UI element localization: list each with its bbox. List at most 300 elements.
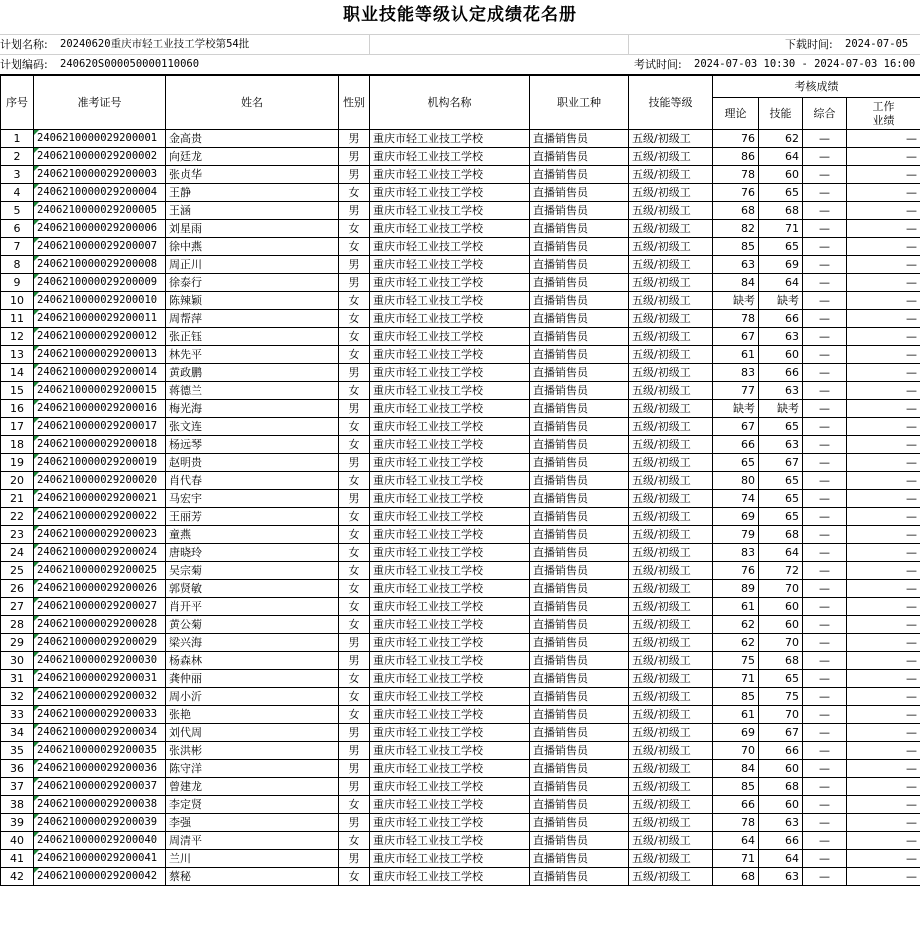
row-occupation: 直播销售员: [530, 490, 629, 508]
row-occupation: 直播销售员: [530, 310, 629, 328]
row-name: 张贞华: [166, 166, 339, 184]
row-work: —: [847, 220, 920, 238]
row-skill: 63: [759, 382, 803, 400]
row-skill: 67: [759, 724, 803, 742]
row-level: 五级/初级工: [629, 778, 713, 796]
row-gender: 男: [339, 652, 370, 670]
row-comprehensive: —: [803, 634, 847, 652]
row-org: 重庆市轻工业技工学校: [370, 526, 530, 544]
header-seq: 序号: [1, 76, 34, 130]
row-name: 周清平: [166, 832, 339, 850]
row-work: —: [847, 760, 920, 778]
row-name: 徐泰行: [166, 274, 339, 292]
row-ticket-id: 2406210000029200008: [34, 256, 166, 274]
row-seq: 38: [1, 796, 34, 814]
row-ticket-id: 2406210000029200034: [34, 724, 166, 742]
row-seq: 28: [1, 616, 34, 634]
row-seq: 19: [1, 454, 34, 472]
row-skill: 66: [759, 742, 803, 760]
row-org: 重庆市轻工业技工学校: [370, 742, 530, 760]
row-comprehensive: —: [803, 472, 847, 490]
row-comprehensive: —: [803, 220, 847, 238]
header-occupation: 职业工种: [530, 76, 629, 130]
row-seq: 34: [1, 724, 34, 742]
row-theory: 69: [713, 724, 759, 742]
row-work: —: [847, 526, 920, 544]
table-row: [1, 760, 920, 778]
row-level: 五级/初级工: [629, 418, 713, 436]
row-ticket-id: 2406210000029200019: [34, 454, 166, 472]
table-row: [1, 544, 920, 562]
row-skill: 60: [759, 616, 803, 634]
row-seq: 21: [1, 490, 34, 508]
row-theory: 61: [713, 706, 759, 724]
row-ticket-id: 2406210000029200015: [34, 382, 166, 400]
row-org: 重庆市轻工业技工学校: [370, 598, 530, 616]
row-seq: 35: [1, 742, 34, 760]
row-work: —: [847, 436, 920, 454]
table-row: [1, 166, 920, 184]
row-skill: 64: [759, 148, 803, 166]
table-row: [1, 526, 920, 544]
row-seq: 7: [1, 238, 34, 256]
row-work: —: [847, 814, 920, 832]
row-gender: 男: [339, 130, 370, 148]
row-gender: 女: [339, 346, 370, 364]
table-row: [1, 202, 920, 220]
table-row: [1, 310, 920, 328]
table-row: [1, 706, 920, 724]
row-comprehensive: —: [803, 382, 847, 400]
row-seq: 23: [1, 526, 34, 544]
plan-name: 20240620重庆市轻工业技工学校第54批: [60, 38, 250, 50]
row-skill: 60: [759, 346, 803, 364]
row-seq: 42: [1, 868, 34, 886]
row-ticket-id: 2406210000029200009: [34, 274, 166, 292]
header-name: 姓名: [166, 76, 339, 130]
table-row: [1, 328, 920, 346]
row-name: 蒋德兰: [166, 382, 339, 400]
row-occupation: 直播销售员: [530, 868, 629, 886]
row-org: 重庆市轻工业技工学校: [370, 580, 530, 598]
row-work: —: [847, 310, 920, 328]
plan-name-label: 计划名称:: [0, 38, 48, 51]
row-ticket-id: 2406210000029200007: [34, 238, 166, 256]
row-seq: 8: [1, 256, 34, 274]
cell-divider: [628, 35, 629, 54]
row-level: 五级/初级工: [629, 382, 713, 400]
table-row: [1, 616, 920, 634]
row-occupation: 直播销售员: [530, 256, 629, 274]
row-level: 五级/初级工: [629, 544, 713, 562]
row-comprehensive: —: [803, 796, 847, 814]
row-name: 曾建龙: [166, 778, 339, 796]
row-occupation: 直播销售员: [530, 760, 629, 778]
row-seq: 10: [1, 292, 34, 310]
row-theory: 61: [713, 598, 759, 616]
row-gender: 女: [339, 616, 370, 634]
row-theory: 62: [713, 634, 759, 652]
row-work: —: [847, 346, 920, 364]
row-seq: 29: [1, 634, 34, 652]
row-theory: 66: [713, 796, 759, 814]
row-comprehensive: —: [803, 130, 847, 148]
row-org: 重庆市轻工业技工学校: [370, 760, 530, 778]
row-occupation: 直播销售员: [530, 418, 629, 436]
row-ticket-id: 2406210000029200006: [34, 220, 166, 238]
row-skill: 69: [759, 256, 803, 274]
table-row: [1, 346, 920, 364]
row-level: 五级/初级工: [629, 364, 713, 382]
table-row: [1, 292, 920, 310]
row-theory: 76: [713, 562, 759, 580]
row-work: —: [847, 742, 920, 760]
row-org: 重庆市轻工业技工学校: [370, 130, 530, 148]
row-ticket-id: 2406210000029200018: [34, 436, 166, 454]
row-skill: 65: [759, 472, 803, 490]
row-gender: 女: [339, 562, 370, 580]
table-body: [1, 130, 920, 886]
row-occupation: 直播销售员: [530, 562, 629, 580]
row-ticket-id: 2406210000029200010: [34, 292, 166, 310]
row-gender: 男: [339, 490, 370, 508]
row-ticket-id: 2406210000029200012: [34, 328, 166, 346]
row-ticket-id: 2406210000029200023: [34, 526, 166, 544]
row-theory: 80: [713, 472, 759, 490]
row-work: —: [847, 796, 920, 814]
row-theory: 62: [713, 616, 759, 634]
row-level: 五级/初级工: [629, 508, 713, 526]
row-gender: 男: [339, 202, 370, 220]
row-work: —: [847, 868, 920, 886]
row-skill: 68: [759, 202, 803, 220]
row-level: 五级/初级工: [629, 724, 713, 742]
row-gender: 男: [339, 166, 370, 184]
header-work-line1: 工作: [872, 99, 895, 113]
row-occupation: 直播销售员: [530, 652, 629, 670]
row-ticket-id: 2406210000029200028: [34, 616, 166, 634]
row-occupation: 直播销售员: [530, 220, 629, 238]
row-seq: 41: [1, 850, 34, 868]
row-name: 周小沂: [166, 688, 339, 706]
row-skill: 66: [759, 832, 803, 850]
row-ticket-id: 2406210000029200042: [34, 868, 166, 886]
table-row: [1, 454, 920, 472]
row-gender: 男: [339, 454, 370, 472]
row-skill: 64: [759, 544, 803, 562]
row-org: 重庆市轻工业技工学校: [370, 724, 530, 742]
table-row: [1, 814, 920, 832]
row-seq: 40: [1, 832, 34, 850]
row-ticket-id: 2406210000029200004: [34, 184, 166, 202]
row-level: 五级/初级工: [629, 238, 713, 256]
row-level: 五级/初级工: [629, 796, 713, 814]
row-ticket-id: 2406210000029200022: [34, 508, 166, 526]
row-gender: 女: [339, 184, 370, 202]
row-seq: 6: [1, 220, 34, 238]
row-name: 张文连: [166, 418, 339, 436]
row-name: 黄公菊: [166, 616, 339, 634]
row-gender: 女: [339, 382, 370, 400]
row-org: 重庆市轻工业技工学校: [370, 796, 530, 814]
row-name: 马宏宇: [166, 490, 339, 508]
row-skill: 65: [759, 184, 803, 202]
row-name: 向廷龙: [166, 148, 339, 166]
score-table: [0, 75, 920, 886]
row-work: —: [847, 454, 920, 472]
row-theory: 61: [713, 346, 759, 364]
row-name: 王丽芳: [166, 508, 339, 526]
row-occupation: 直播销售员: [530, 400, 629, 418]
table-row: [1, 688, 920, 706]
row-name: 周帮萍: [166, 310, 339, 328]
table-row: [1, 436, 920, 454]
row-seq: 5: [1, 202, 34, 220]
header-gender: 性别: [339, 76, 370, 130]
row-work: —: [847, 508, 920, 526]
row-ticket-id: 2406210000029200021: [34, 490, 166, 508]
row-ticket-id: 2406210000029200038: [34, 796, 166, 814]
row-theory: 77: [713, 382, 759, 400]
row-seq: 4: [1, 184, 34, 202]
row-comprehensive: —: [803, 292, 847, 310]
row-skill: 67: [759, 454, 803, 472]
table-row: [1, 580, 920, 598]
row-gender: 女: [339, 292, 370, 310]
table-row: [1, 832, 920, 850]
row-name: 兰川: [166, 850, 339, 868]
row-work: —: [847, 832, 920, 850]
plan-code-row: [0, 55, 920, 75]
row-name: 陈守洋: [166, 760, 339, 778]
row-seq: 11: [1, 310, 34, 328]
row-work: —: [847, 256, 920, 274]
row-theory: 64: [713, 832, 759, 850]
row-seq: 2: [1, 148, 34, 166]
row-org: 重庆市轻工业技工学校: [370, 328, 530, 346]
row-comprehensive: —: [803, 400, 847, 418]
header-assessment: 考核成绩: [713, 76, 920, 98]
row-occupation: 直播销售员: [530, 724, 629, 742]
row-work: —: [847, 328, 920, 346]
row-ticket-id: 2406210000029200017: [34, 418, 166, 436]
row-level: 五级/初级工: [629, 688, 713, 706]
row-work: —: [847, 706, 920, 724]
row-work: —: [847, 562, 920, 580]
row-level: 五级/初级工: [629, 166, 713, 184]
row-org: 重庆市轻工业技工学校: [370, 670, 530, 688]
table-row: [1, 724, 920, 742]
row-skill: 72: [759, 562, 803, 580]
row-comprehensive: —: [803, 490, 847, 508]
download-time: 2024-07-05: [845, 38, 909, 50]
row-gender: 女: [339, 544, 370, 562]
row-skill: 缺考: [759, 292, 803, 310]
row-work: —: [847, 418, 920, 436]
row-name: 张正钰: [166, 328, 339, 346]
row-org: 重庆市轻工业技工学校: [370, 220, 530, 238]
row-ticket-id: 2406210000029200031: [34, 670, 166, 688]
row-comprehensive: —: [803, 778, 847, 796]
row-org: 重庆市轻工业技工学校: [370, 508, 530, 526]
row-seq: 31: [1, 670, 34, 688]
row-seq: 18: [1, 436, 34, 454]
row-org: 重庆市轻工业技工学校: [370, 832, 530, 850]
row-gender: 女: [339, 670, 370, 688]
row-theory: 86: [713, 148, 759, 166]
table-row: [1, 508, 920, 526]
table-row: [1, 130, 920, 148]
row-comprehensive: —: [803, 724, 847, 742]
row-comprehensive: —: [803, 760, 847, 778]
row-org: 重庆市轻工业技工学校: [370, 400, 530, 418]
row-theory: 缺考: [713, 292, 759, 310]
row-ticket-id: 2406210000029200035: [34, 742, 166, 760]
row-occupation: 直播销售员: [530, 670, 629, 688]
row-level: 五级/初级工: [629, 760, 713, 778]
row-theory: 79: [713, 526, 759, 544]
row-skill: 70: [759, 706, 803, 724]
row-occupation: 直播销售员: [530, 328, 629, 346]
row-comprehensive: —: [803, 148, 847, 166]
row-ticket-id: 2406210000029200011: [34, 310, 166, 328]
row-org: 重庆市轻工业技工学校: [370, 184, 530, 202]
row-comprehensive: —: [803, 706, 847, 724]
row-level: 五级/初级工: [629, 346, 713, 364]
row-work: —: [847, 850, 920, 868]
row-theory: 68: [713, 868, 759, 886]
row-ticket-id: 2406210000029200027: [34, 598, 166, 616]
row-comprehensive: —: [803, 274, 847, 292]
row-skill: 63: [759, 436, 803, 454]
row-name: 周正川: [166, 256, 339, 274]
row-name: 郭贤敏: [166, 580, 339, 598]
row-seq: 3: [1, 166, 34, 184]
row-name: 刘代周: [166, 724, 339, 742]
row-level: 五级/初级工: [629, 220, 713, 238]
row-name: 吴宗菊: [166, 562, 339, 580]
row-theory: 65: [713, 454, 759, 472]
row-comprehensive: —: [803, 418, 847, 436]
table-row: [1, 184, 920, 202]
row-seq: 13: [1, 346, 34, 364]
row-comprehensive: —: [803, 832, 847, 850]
row-seq: 26: [1, 580, 34, 598]
row-name: 梁兴海: [166, 634, 339, 652]
row-gender: 男: [339, 778, 370, 796]
row-theory: 75: [713, 652, 759, 670]
row-skill: 65: [759, 418, 803, 436]
row-theory: 67: [713, 328, 759, 346]
row-ticket-id: 2406210000029200032: [34, 688, 166, 706]
row-comprehensive: —: [803, 184, 847, 202]
row-gender: 女: [339, 868, 370, 886]
row-comprehensive: —: [803, 328, 847, 346]
row-theory: 83: [713, 544, 759, 562]
row-name: 黄政鹏: [166, 364, 339, 382]
row-theory: 89: [713, 580, 759, 598]
row-theory: 84: [713, 760, 759, 778]
row-occupation: 直播销售员: [530, 508, 629, 526]
row-comprehensive: —: [803, 562, 847, 580]
row-theory: 76: [713, 184, 759, 202]
table-row: [1, 400, 920, 418]
row-gender: 女: [339, 580, 370, 598]
row-org: 重庆市轻工业技工学校: [370, 148, 530, 166]
row-occupation: 直播销售员: [530, 472, 629, 490]
row-gender: 男: [339, 256, 370, 274]
table-row: [1, 220, 920, 238]
row-gender: 女: [339, 472, 370, 490]
row-work: —: [847, 544, 920, 562]
row-level: 五级/初级工: [629, 490, 713, 508]
row-occupation: 直播销售员: [530, 202, 629, 220]
row-gender: 女: [339, 688, 370, 706]
row-org: 重庆市轻工业技工学校: [370, 706, 530, 724]
row-theory: 78: [713, 166, 759, 184]
row-seq: 9: [1, 274, 34, 292]
row-theory: 69: [713, 508, 759, 526]
row-occupation: 直播销售员: [530, 454, 629, 472]
row-org: 重庆市轻工业技工学校: [370, 850, 530, 868]
row-comprehensive: —: [803, 850, 847, 868]
row-level: 五级/初级工: [629, 202, 713, 220]
table-row: [1, 634, 920, 652]
table-row: [1, 418, 920, 436]
row-org: 重庆市轻工业技工学校: [370, 436, 530, 454]
row-theory: 67: [713, 418, 759, 436]
row-level: 五级/初级工: [629, 598, 713, 616]
row-name: 刘星雨: [166, 220, 339, 238]
row-occupation: 直播销售员: [530, 580, 629, 598]
row-ticket-id: 2406210000029200040: [34, 832, 166, 850]
row-occupation: 直播销售员: [530, 850, 629, 868]
row-comprehensive: —: [803, 238, 847, 256]
table-row: [1, 238, 920, 256]
row-gender: 女: [339, 508, 370, 526]
row-seq: 32: [1, 688, 34, 706]
row-gender: 女: [339, 526, 370, 544]
row-comprehensive: —: [803, 688, 847, 706]
row-work: —: [847, 652, 920, 670]
row-seq: 36: [1, 760, 34, 778]
row-theory: 83: [713, 364, 759, 382]
row-occupation: 直播销售员: [530, 292, 629, 310]
row-occupation: 直播销售员: [530, 814, 629, 832]
row-skill: 60: [759, 796, 803, 814]
row-work: —: [847, 724, 920, 742]
row-level: 五级/初级工: [629, 472, 713, 490]
row-skill: 缺考: [759, 400, 803, 418]
row-gender: 女: [339, 310, 370, 328]
row-org: 重庆市轻工业技工学校: [370, 688, 530, 706]
row-theory: 82: [713, 220, 759, 238]
row-theory: 78: [713, 814, 759, 832]
row-name: 徐中燕: [166, 238, 339, 256]
row-level: 五级/初级工: [629, 634, 713, 652]
row-comprehensive: —: [803, 652, 847, 670]
row-skill: 66: [759, 364, 803, 382]
row-gender: 男: [339, 742, 370, 760]
row-org: 重庆市轻工业技工学校: [370, 418, 530, 436]
header-work-line2: 业绩: [872, 113, 895, 127]
row-level: 五级/初级工: [629, 184, 713, 202]
row-gender: 男: [339, 760, 370, 778]
row-skill: 60: [759, 166, 803, 184]
row-skill: 65: [759, 490, 803, 508]
row-theory: 78: [713, 310, 759, 328]
row-theory: 76: [713, 130, 759, 148]
